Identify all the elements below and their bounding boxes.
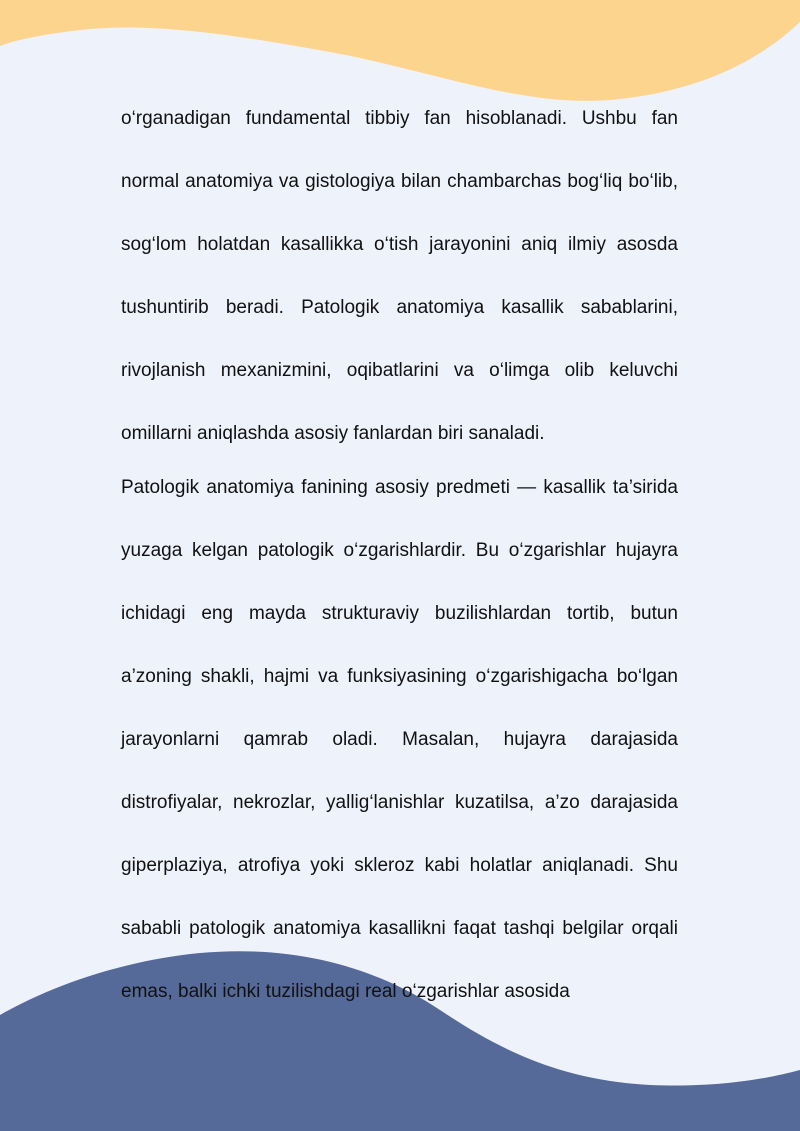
body-paragraph-1: o‘rganadigan fundamental tibbiy fan hisoblanadi. Ushbu fan normal anatomiya va gistologiya bilan chambarchas bog‘liq bo‘lib, sog‘lom holatdan kasallikka o‘tish jarayonini aniq ilmiy asosda tushuntirib beradi. Patologik anatomiya kasallik sabablarini, rivojlanish mexanizmini, oqibatlarini va o‘limga olib keluvchi omillarni aniqlashda asosiy fanlardan biri sanaladi. xyxy=(121,108,678,444)
body-paragraph-2: Patologik anatomiya fanining asosiy predmeti — kasallik ta’sirida yuzaga kelgan patologik o‘zgarishlardir. Bu o‘zgarishlar hujayra ichidagi eng mayda strukturaviy buzilishlardan tortib, butun a’zoning shakli, hajmi va funksiyasining o‘zgarishigacha bo‘lgan jarayonlarni qamrab oladi. Masalan, hujayra darajasida distrofiyalar, nekrozlar, yallig‘lanishlar kuzatilsa, a’zo darajasida giperplaziya, atrofiya yoki skleroz kabi holatlar aniqlanadi. Shu sababli patologik anatomiya kasallikni faqat tashqi belgilar orqali emas, balki ichki tuzilishdagi real o‘zgarishlar asosida xyxy=(121,477,678,1002)
top-wave-shape xyxy=(0,0,800,101)
